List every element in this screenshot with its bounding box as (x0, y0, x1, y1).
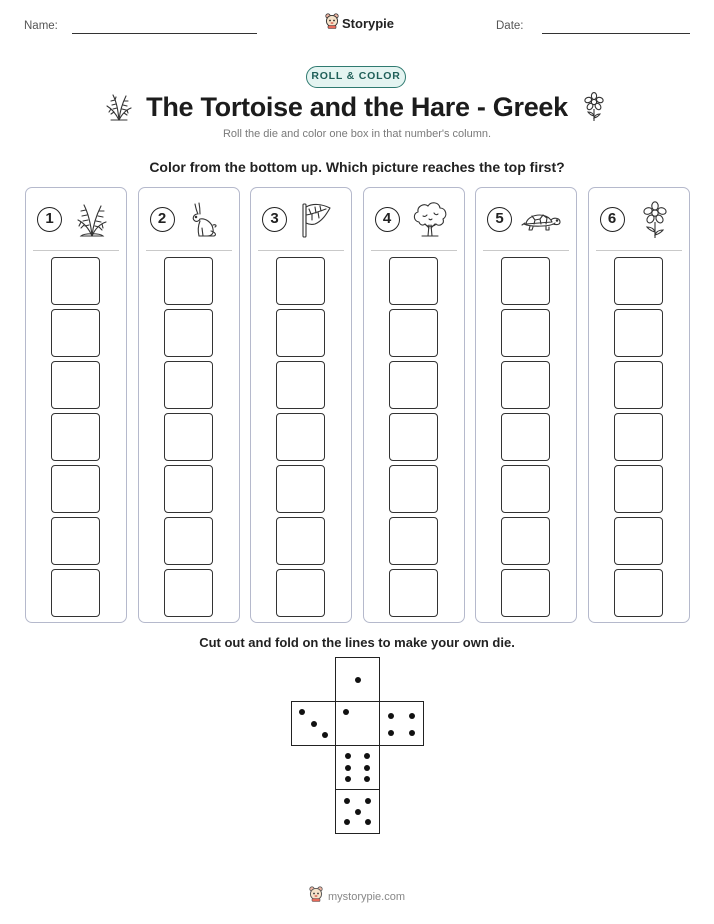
color-box[interactable] (51, 361, 100, 409)
column-2 (138, 187, 240, 623)
flower-icon (578, 91, 610, 128)
name-field-line[interactable] (72, 33, 257, 34)
color-box[interactable] (276, 517, 325, 565)
color-box[interactable] (389, 413, 438, 461)
column-header (251, 188, 351, 250)
storypie-mascot-icon (325, 13, 339, 34)
color-box[interactable] (614, 569, 663, 617)
column-1 (25, 187, 127, 623)
die-pip (388, 713, 394, 719)
die-face-3 (291, 701, 336, 746)
color-box[interactable] (164, 257, 213, 305)
column-header (26, 188, 126, 250)
column-number: 3 (262, 207, 287, 232)
column-divider (146, 250, 232, 251)
die-pip (355, 677, 361, 683)
color-box[interactable] (501, 413, 550, 461)
color-box[interactable] (276, 361, 325, 409)
color-box[interactable] (164, 517, 213, 565)
die-caption: Cut out and fold on the lines to make your own die. (199, 635, 515, 650)
color-box[interactable] (614, 257, 663, 305)
tortoise-icon (520, 198, 564, 247)
die-face-6 (335, 745, 380, 790)
color-box[interactable] (614, 361, 663, 409)
column-number: 5 (487, 207, 512, 232)
brand-name: Storypie (342, 16, 395, 31)
color-box[interactable] (51, 257, 100, 305)
color-box[interactable] (164, 309, 213, 357)
die-pip (345, 776, 351, 782)
color-box[interactable] (501, 517, 550, 565)
color-box[interactable] (276, 309, 325, 357)
color-box[interactable] (389, 465, 438, 513)
column-header (139, 188, 239, 250)
color-box[interactable] (501, 361, 550, 409)
column-3 (250, 187, 352, 623)
column-number: 6 (600, 207, 625, 232)
date-field-line[interactable] (542, 33, 690, 34)
color-box[interactable] (276, 257, 325, 305)
instruction-text: Color from the bottom up. Which picture reaches the top first? (149, 159, 565, 175)
hare-icon (183, 198, 227, 247)
column-header (364, 188, 464, 250)
die-face-1 (335, 657, 380, 702)
color-box[interactable] (51, 465, 100, 513)
die-pip (299, 709, 305, 715)
color-box[interactable] (501, 309, 550, 357)
column-number: 2 (150, 207, 175, 232)
die-pip (365, 819, 371, 825)
color-box[interactable] (276, 569, 325, 617)
die-pip (355, 809, 361, 815)
color-box[interactable] (501, 569, 550, 617)
color-box[interactable] (51, 569, 100, 617)
die-pip (364, 753, 370, 759)
color-box[interactable] (501, 465, 550, 513)
column-5 (475, 187, 577, 623)
column-divider (483, 250, 569, 251)
color-box[interactable] (164, 361, 213, 409)
column-header (476, 188, 576, 250)
color-box[interactable] (276, 465, 325, 513)
column-divider (33, 250, 119, 251)
color-box[interactable] (389, 361, 438, 409)
color-box[interactable] (164, 465, 213, 513)
die-face-center (335, 701, 380, 746)
color-box[interactable] (614, 465, 663, 513)
name-label: Name: (24, 20, 58, 32)
column-divider (258, 250, 344, 251)
column-4 (363, 187, 465, 623)
color-box[interactable] (276, 413, 325, 461)
color-box[interactable] (614, 517, 663, 565)
column-6 (588, 187, 690, 623)
storypie-mascot-icon (309, 886, 323, 907)
flower-icon (633, 198, 677, 247)
die-pip (322, 732, 328, 738)
die-face-4 (379, 701, 424, 746)
die-face-5 (335, 789, 380, 834)
die-pip (364, 776, 370, 782)
color-box[interactable] (51, 517, 100, 565)
die-pip (345, 753, 351, 759)
die-pip (364, 765, 370, 771)
date-label: Date: (496, 20, 524, 32)
column-header (589, 188, 689, 250)
die-pip (344, 819, 350, 825)
color-box[interactable] (501, 257, 550, 305)
die-pip (343, 709, 349, 715)
die-pip (409, 730, 415, 736)
activity-badge: ROLL & COLOR (306, 66, 406, 88)
tree-icon (408, 198, 452, 247)
column-divider (596, 250, 682, 251)
footer (0, 886, 714, 907)
color-box[interactable] (389, 309, 438, 357)
die-pip (365, 798, 371, 804)
color-box[interactable] (51, 309, 100, 357)
color-box[interactable] (164, 569, 213, 617)
color-box[interactable] (614, 309, 663, 357)
leaf-flag-icon (295, 198, 339, 247)
fern-icon (70, 198, 114, 247)
subtitle: Roll the die and color one box in that number's column. (222, 128, 492, 140)
color-box[interactable] (614, 413, 663, 461)
die-pip (344, 798, 350, 804)
color-box[interactable] (389, 517, 438, 565)
die-pip (388, 730, 394, 736)
footer-url[interactable]: mystorypie.com (327, 890, 406, 903)
page-title: The Tortoise and the Hare - Greek (146, 92, 568, 122)
color-box[interactable] (389, 257, 438, 305)
die-pip (409, 713, 415, 719)
color-box[interactable] (51, 413, 100, 461)
die-pip (311, 721, 317, 727)
column-number: 4 (375, 207, 400, 232)
brand-logo (325, 13, 394, 34)
color-box[interactable] (164, 413, 213, 461)
die-pip (345, 765, 351, 771)
column-number: 1 (37, 207, 62, 232)
column-divider (371, 250, 457, 251)
color-box[interactable] (389, 569, 438, 617)
